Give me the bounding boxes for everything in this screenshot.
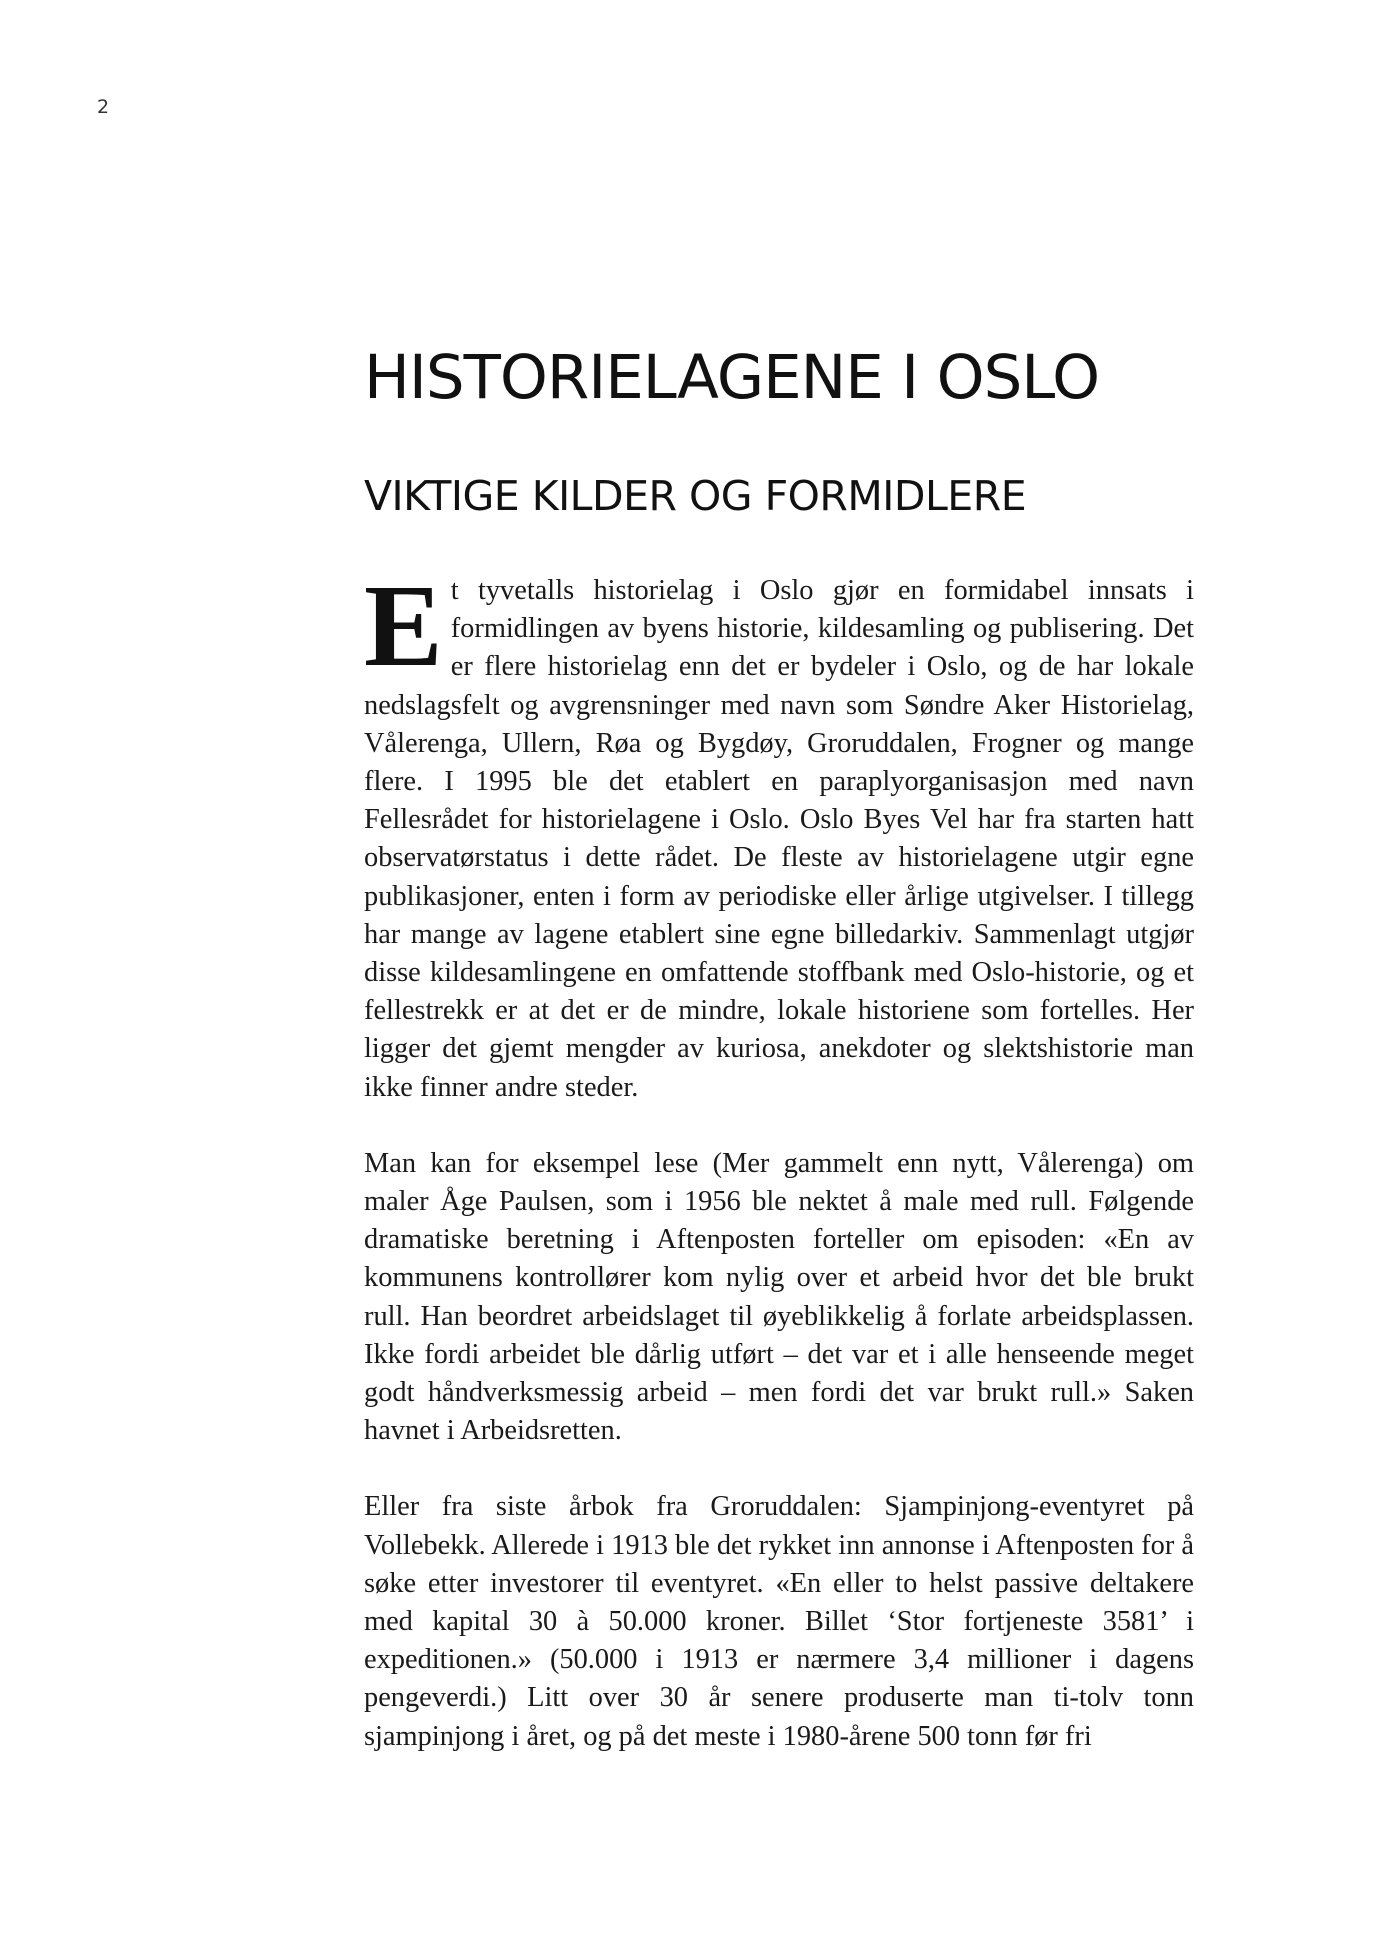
- paragraph-3: Eller fra siste årbok fra Groruddalen: Sjampinjong-eventyret på Vollebekk. Allerede i 1913 ble det rykket inn annonse i Aftenposten for å søke etter investorer til eventyret. «En eller to helst passive deltakere med kapital 30 à 50.000 kroner. Billet ‘Stor fortjeneste 3581’ i expeditionen.» (50.000 i 1913 er nærmere 3,4 millioner i dagens pengeverdi.) Litt over 30 år senere produserte man ti-tolv tonn sjampinjong i året, og på det meste i 1980-årene 500 tonn før fri: [364, 1491, 1194, 1752]
- page-number: 2: [97, 96, 110, 118]
- paragraph-2: Man kan for eksempel lese (Mer gammelt enn nytt, Vålerenga) om maler Åge Paulsen, som i 1956 ble nektet å male med rull. Følgende dramatiske beretning i Aftenposten forteller om episoden: «En av kommunens kontrollører kom nylig over et arbeid hvor det ble brukt rull. Han beordret arbeidslaget til øyeblikkelig å forlate arbeidsplassen. Ikke fordi arbeidet ble dårlig utført – det var et i alle henseende meget godt håndverksmessig arbeid – men fordi det var brukt rull.» Saken havnet i Arbeidsretten.: [364, 1147, 1194, 1447]
- page-subtitle: VIKTIGE KILDER OG FORMIDLERE: [364, 472, 1027, 520]
- paragraph-1: [364, 560, 1194, 1107]
- article-body: [364, 560, 1194, 1794]
- drop-cap: E: [364, 560, 443, 691]
- paragraph-1-text: t tyvetalls historielag i Oslo gjør en formidabel innsats i formidlingen av byens historie, kildesamling og publisering. Det er flere historielag enn det er bydeler i Oslo, og de har lokale nedslagsfelt og avgrensninger med navn som Søndre Aker Historielag, Vålerenga, Ullern, Røa og Bygdøy, Groruddalen, Frogner og mange flere. I 1995 ble det etablert en paraplyorganisasjon med navn Fellesrådet for historielagene i Oslo. Oslo Byes Vel har fra starten hatt observatørstatus i dette rådet. De fleste av historielagene utgir egne publikasjoner, enten i form av periodiske eller årlige utgivelser. I tillegg har mange av lagene etablert sine egne billedarkiv. Sammenlagt utgjør disse kildesamlingene en omfattende stoffbank med Oslo-historie, og et fellestrekk er at det er de mindre, lokale historiene som fortelles. Her ligger det gjemt mengder av kuriosa, anekdoter og slektshistorie man ikke finner andre steder.: [364, 575, 1194, 1103]
- page-title: HISTORIELAGENE I OSLO: [364, 342, 1100, 413]
